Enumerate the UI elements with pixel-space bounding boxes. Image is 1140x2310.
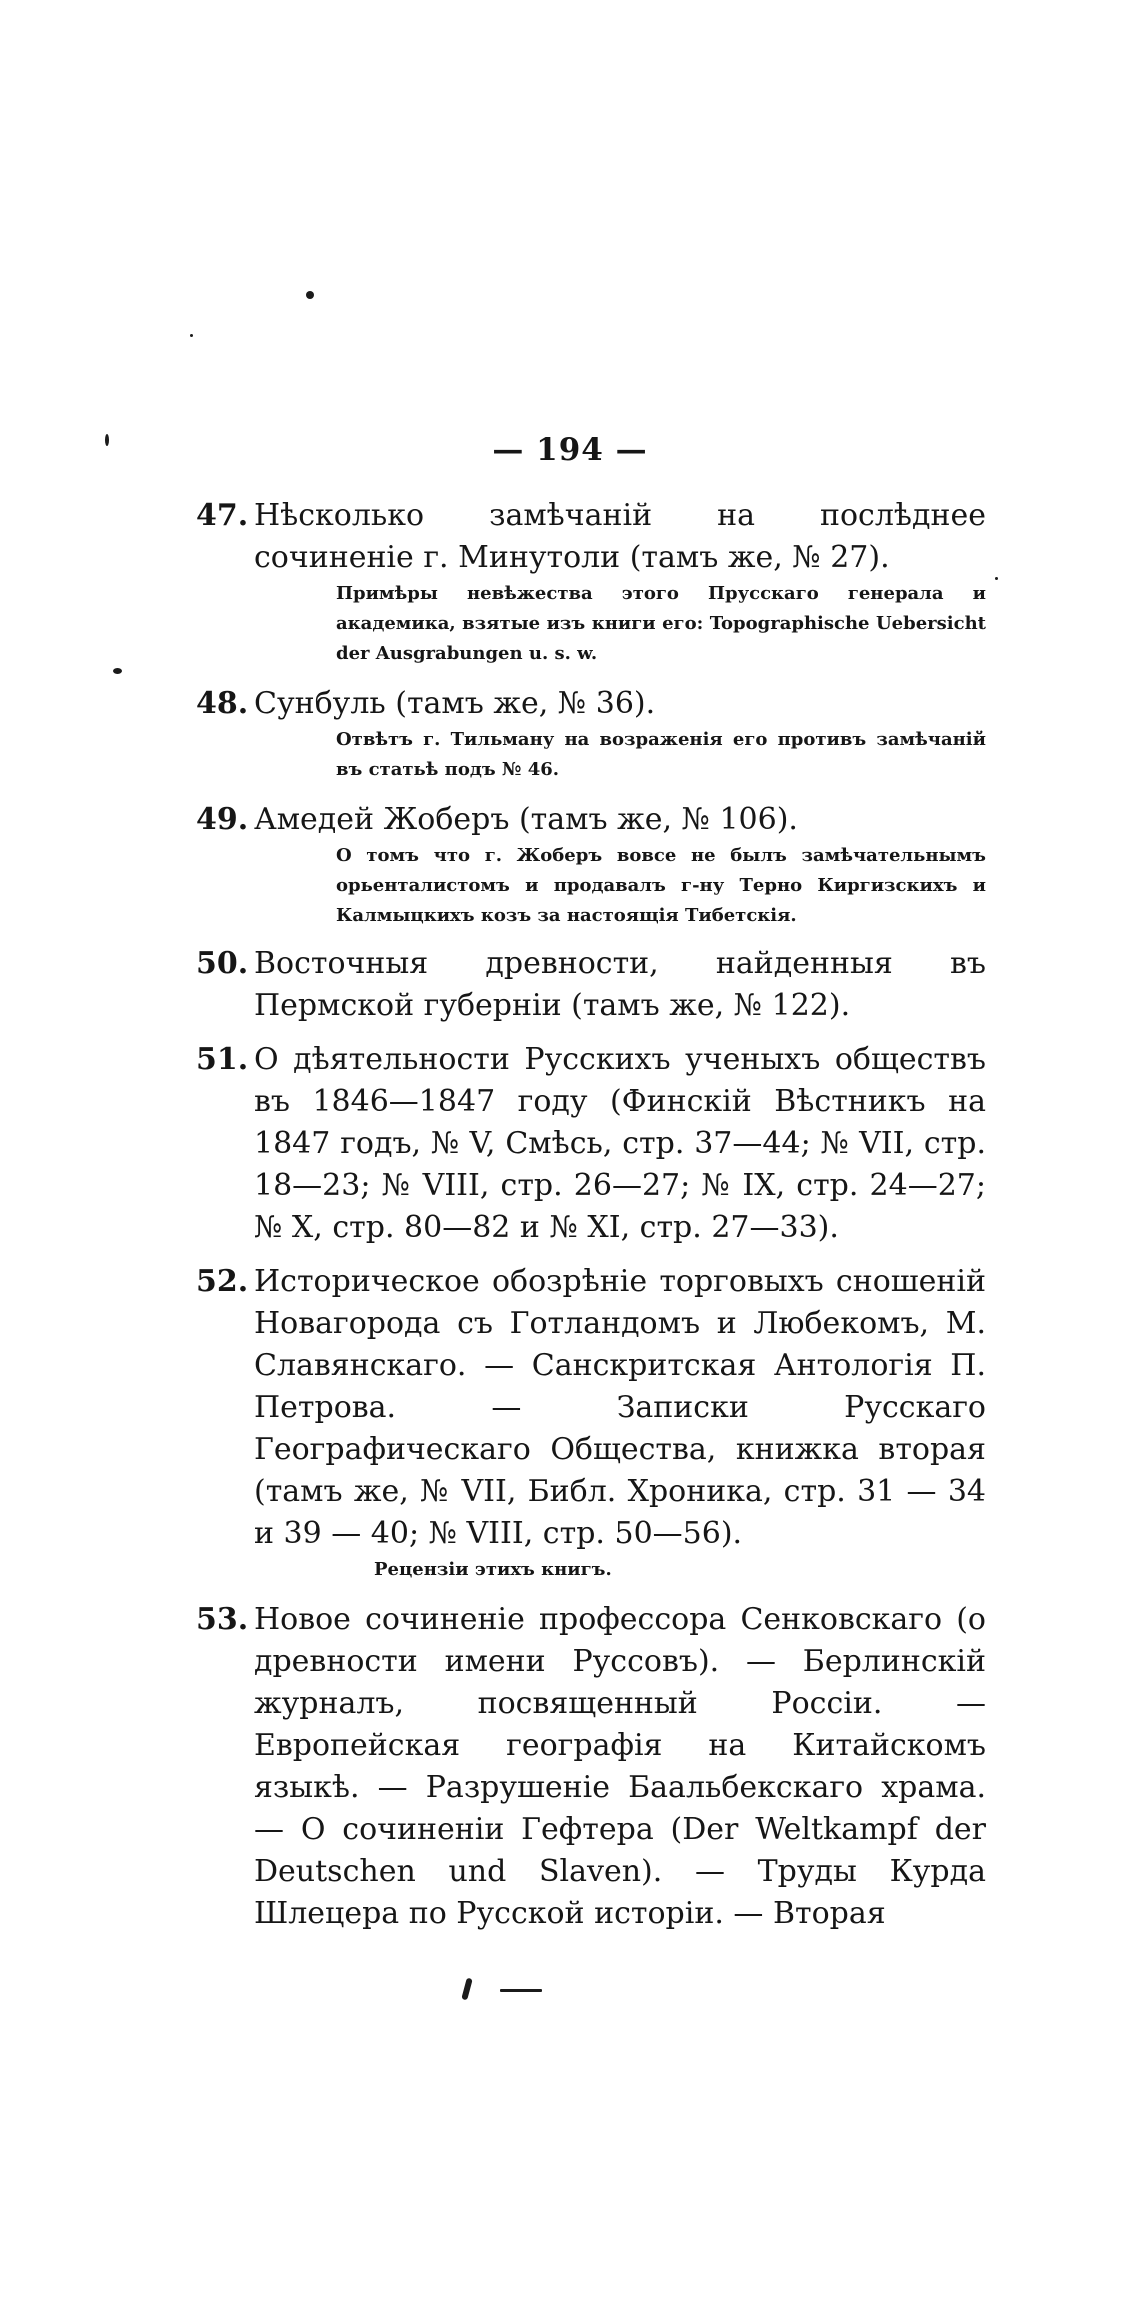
entry-title: Новое сочиненіе профессора Сенковскаго (о древности имени Руссовъ). — Берлинскій журналъ, посвященный Россіи. — Европейская географія на Китайскомъ языкѣ. — Разрушеніе Баальбекскаго храма. — О сочиненіи Гефтера (Der Weltkampf der Deutschen und Slaven). — Труды Курда Шлецера по Русской исторіи. — Вторая	[254, 1602, 986, 1931]
bibliography-entry-53	[196, 1599, 986, 1935]
bibliography-entry-50	[196, 943, 986, 1027]
ink-speck	[105, 434, 109, 446]
entry-number: 52.	[196, 1264, 249, 1299]
entry-number: 47.	[196, 498, 249, 533]
entry-title: Историческое обозрѣніе торговыхъ сношеній Новагорода съ Готландомъ и Любекомъ, М. Славянскаго. — Санскритская Антологія П. Петрова. — Записки Русскаго Географическаго Общества, книжка вторая (тамъ же, № VII, Библ. Хроника, стр. 31 — 34 и 39 — 40; № VIII, стр. 50—56).	[254, 1264, 986, 1551]
entry-note: Рецензіи этихъ книгъ.	[374, 1559, 612, 1580]
bibliography-list	[196, 495, 986, 1935]
entry-number: 50.	[196, 946, 249, 981]
entry-main	[196, 683, 986, 725]
entry-number: 53.	[196, 1602, 249, 1637]
entry-number: 49.	[196, 802, 249, 837]
ink-speck	[306, 291, 314, 299]
ink-speck	[113, 668, 122, 674]
entry-main	[196, 799, 986, 841]
bibliography-entry-48	[196, 683, 986, 785]
ink-speck	[461, 1978, 472, 2001]
bibliography-entry-47	[196, 495, 986, 669]
ink-speck	[190, 334, 193, 337]
entry-note: Отвѣтъ г. Тильману на возраженія его противъ замѣчаній въ статьѣ подъ № 46.	[336, 729, 986, 780]
entry-number: 48.	[196, 686, 249, 721]
entry-title: Восточныя древности, найденныя въ Пермской губерніи (тамъ же, № 122).	[254, 946, 986, 1023]
page-number: — 194 —	[492, 432, 648, 468]
entry-note: Примѣры невѣжества этого Прусскаго генерала и академика, взятые изъ книги его: Topographische Uebersicht der Ausgrabungen u. s. w.	[336, 583, 986, 664]
entry-main	[196, 495, 986, 579]
entry-title: О дѣятельности Русскихъ ученыхъ обществъ въ 1846—1847 году (Финскій Вѣстникъ на 1847 годъ, № V, Смѣсь, стр. 37—44; № VII, стр. 18—23; № VIII, стр. 26—27; № IX, стр. 24—27; № X, стр. 80—82 и № XI, стр. 27—33).	[254, 1042, 986, 1245]
bibliography-entry-49	[196, 799, 986, 931]
entry-main	[196, 1261, 986, 1555]
entry-main	[196, 1599, 986, 1935]
entry-number: 51.	[196, 1042, 249, 1077]
ink-speck	[995, 577, 998, 580]
entry-main	[196, 943, 986, 1027]
entry-note: О томъ что г. Жоберъ вовсе не былъ замѣчательнымъ орьенталистомъ и продавалъ г-ну Терно Киргизскихъ и Калмыцкихъ козъ за настоящія Тибетскія.	[336, 845, 986, 926]
entry-title: Сунбуль (тамъ же, № 36).	[254, 686, 656, 721]
bibliography-entry-52	[196, 1261, 986, 1585]
entry-title: Нѣсколько замѣчаній на послѣднее сочиненіе г. Минутоли (тамъ же, № 27).	[254, 498, 986, 575]
bibliography-entry-51	[196, 1039, 986, 1249]
entry-title: Амедей Жоберъ (тамъ же, № 106).	[254, 802, 798, 837]
ink-speck	[500, 1989, 542, 1992]
entry-main	[196, 1039, 986, 1249]
